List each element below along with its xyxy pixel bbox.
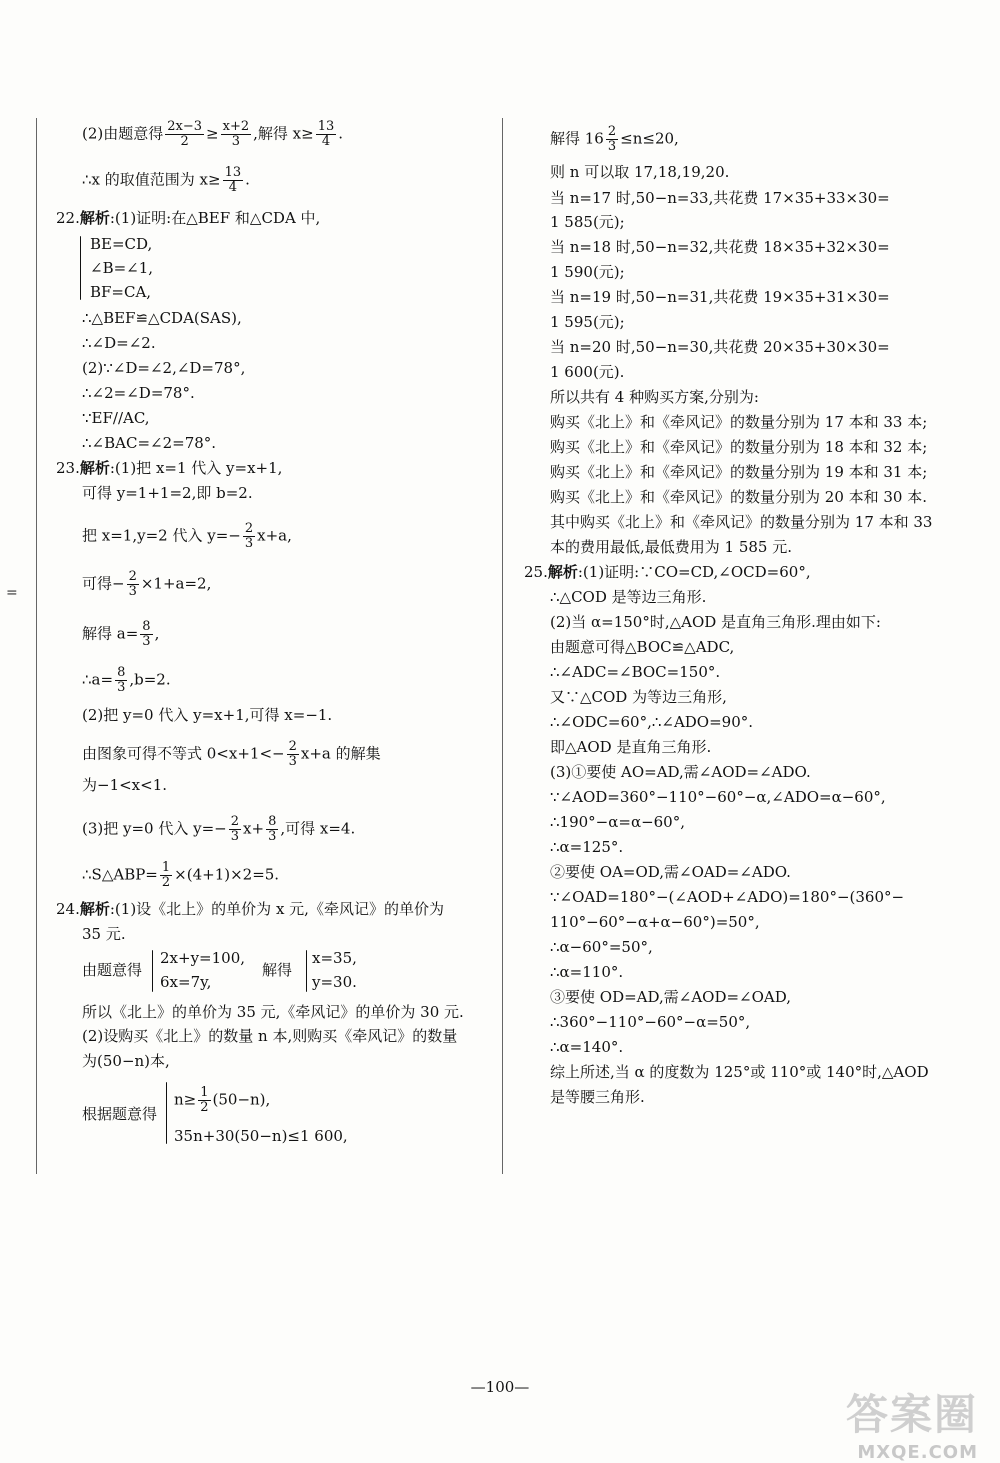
q22-line: ∵EF//AC, xyxy=(82,409,150,427)
q23-line: 可得− $\frac{2}{3}$ ×1+a=2, xyxy=(82,569,212,599)
q25-line: ∴∠ODC=60°,∴∠ADO=90°. xyxy=(550,713,754,731)
q24-line: 解得 xyxy=(262,961,293,979)
q24-heading: 24.解析:(1)设《北上》的单价为 x 元,《牵风记》的单价为 xyxy=(56,900,444,918)
q21-range-line: ∴x 的取值范围为 x≥ $\frac{13}{4}$ . xyxy=(82,165,250,195)
q24-cont-line: 解得 16 $\frac{2}{3}$ ≤n≤20, xyxy=(550,124,679,154)
q25-line: 是等腰三角形. xyxy=(550,1088,645,1106)
q24-cont-line: 当 n=17 时,50−n=33,共花费 17×35+33×30= xyxy=(550,189,890,207)
q24-system-3: x=35, xyxy=(312,949,357,967)
watermark-text: 答案圈 xyxy=(845,1390,978,1439)
q25-heading: 25.解析:(1)证明:∵CO=CD,∠OCD=60°, xyxy=(524,563,811,581)
q24-cont-line: 则 n 可以取 17,18,19,20. xyxy=(550,163,730,181)
watermark-logo xyxy=(846,1382,978,1463)
left-margin-rule xyxy=(36,118,37,1174)
q24-brace-3 xyxy=(166,1082,167,1144)
q24-cont-line: 本的费用最低,最低费用为 1 585 元. xyxy=(550,538,793,556)
q23-line: ∴a= $\frac{8}{3}$ ,b=2. xyxy=(82,665,171,695)
q24-cont-line: 1 585(元); xyxy=(550,213,625,231)
q25-line: ∴α=110°. xyxy=(550,963,624,981)
q22-system-3: BF=CA, xyxy=(90,283,152,301)
q24-system-6: 35n+30(50−n)≤1 600, xyxy=(174,1127,348,1145)
q24-system-2: 6x=7y, xyxy=(160,973,212,991)
q25-line: (3)①要使 AO=AD,需∠AOD=∠ADO. xyxy=(550,763,811,781)
q24-cont-line: 购买《北上》和《牵风记》的数量分别为 19 本和 31 本; xyxy=(550,463,928,481)
q22-line: ∴△BEF≌△CDA(SAS), xyxy=(82,309,242,327)
q22-brace xyxy=(80,236,81,300)
q22-line: ∴∠2=∠D=78°. xyxy=(82,384,195,402)
column-divider xyxy=(502,118,503,1174)
q24-system-5: n≥ $\frac{1}{2}$ (50−n), xyxy=(174,1085,271,1115)
q24-line: 35 元. xyxy=(82,925,126,943)
page-number: —100— xyxy=(470,1378,530,1396)
q25-line: ∵∠AOD=360°−110°−60°−α,∠ADO=α−60°, xyxy=(550,788,886,806)
q25-line: 即△AOD 是直角三角形. xyxy=(550,738,712,756)
q24-brace-2 xyxy=(306,950,307,992)
q23-heading: 23.解析:(1)把 x=1 代入 y=x+1, xyxy=(56,459,283,477)
q25-line: 综上所述,当 α 的度数为 125°或 110°或 140°时,△AOD xyxy=(550,1063,929,1081)
q24-system-1: 2x+y=100, xyxy=(160,949,246,967)
q23-line: 由图象可得不等式 0<x+1<− $\frac{2}{3}$ x+a 的解集 xyxy=(82,739,381,769)
q23-line: 为−1<x<1. xyxy=(82,776,168,794)
q24-cont-line: 购买《北上》和《牵风记》的数量分别为 18 本和 32 本; xyxy=(550,438,928,456)
q21-part2-line: (2)由题意得 $\frac{2x-3}{2}$ ≥ $\frac{x+2}{3}$ ,解得 x≥ $\frac{13}{4}$ . xyxy=(82,119,344,149)
q25-line: 110°−60°−α+α−60°)=50°, xyxy=(550,913,760,931)
q24-cont-line: 1 590(元); xyxy=(550,263,625,281)
q24-cont-line: 当 n=19 时,50−n=31,共花费 19×35+31×30= xyxy=(550,288,890,306)
q24-cont-line: 1 600(元). xyxy=(550,363,625,381)
q24-cont-line: 购买《北上》和《牵风记》的数量分别为 20 本和 30 本. xyxy=(550,488,928,506)
q24-cont-line: 1 595(元); xyxy=(550,313,625,331)
q25-line: ∴190°−α=α−60°, xyxy=(550,813,685,831)
q24-line: 为(50−n)本, xyxy=(82,1052,170,1070)
q24-line: 所以《北上》的单价为 35 元,《牵风记》的单价为 30 元. xyxy=(82,1003,464,1021)
q24-cont-line: 当 n=18 时,50−n=32,共花费 18×35+32×30= xyxy=(550,238,890,256)
q25-line: ∴360°−110°−60°−α=50°, xyxy=(550,1013,751,1031)
q25-line: ∴α=125°. xyxy=(550,838,624,856)
q24-cont-line: 所以共有 4 种购买方案,分别为: xyxy=(550,388,759,406)
q24-brace-1 xyxy=(152,950,153,992)
q24-line: (2)设购买《北上》的数量 n 本,则购买《牵风记》的数量 xyxy=(82,1027,458,1045)
q25-line: ②要使 OA=OD,需∠OAD=∠ADO. xyxy=(550,863,791,881)
q24-line: 由题意得 xyxy=(82,961,143,979)
q25-line: ∴∠ADC=∠BOC=150°. xyxy=(550,663,721,681)
q24-cont-line: 其中购买《北上》和《牵风记》的数量分别为 17 本和 33 xyxy=(550,513,933,531)
q25-line: (2)当 α=150°时,△AOD 是直角三角形.理由如下: xyxy=(550,613,881,631)
q24-line: 根据题意得 xyxy=(82,1105,158,1123)
q22-system-2: ∠B=∠1, xyxy=(90,259,154,277)
margin-mark: = xyxy=(6,585,18,601)
q23-line: ∴S△ABP= $\frac{1}{2}$ ×(4+1)×2=5. xyxy=(82,860,280,890)
q25-line: ∴α−60°=50°, xyxy=(550,938,653,956)
q23-line: 把 x=1,y=2 代入 y=− $\frac{2}{3}$ x+a, xyxy=(82,521,292,551)
q23-line: (2)把 y=0 代入 y=x+1,可得 x=−1. xyxy=(82,706,333,724)
q23-line: 解得 a= $\frac{8}{3}$ , xyxy=(82,619,160,649)
q25-line: 由题意可得△BOC≌△ADC, xyxy=(550,638,735,656)
q22-system-1: BE=CD, xyxy=(90,235,153,253)
q24-cont-line: 当 n=20 时,50−n=30,共花费 20×35+30×30= xyxy=(550,338,890,356)
q25-line: ∵∠OAD=180°−(∠AOD+∠ADO)=180°−(360°− xyxy=(550,888,905,906)
q22-line: ∴∠BAC=∠2=78°. xyxy=(82,434,217,452)
q23-line: 可得 y=1+1=2,即 b=2. xyxy=(82,484,253,502)
q25-line: 又∵△COD 为等边三角形, xyxy=(550,688,727,706)
q22-line: ∴∠D=∠2. xyxy=(82,334,156,352)
q25-line: ∴△COD 是等边三角形. xyxy=(550,588,707,606)
watermark-url: MXQE.COM xyxy=(857,1442,978,1463)
q25-line: ∴α=140°. xyxy=(550,1038,624,1056)
q24-cont-line: 购买《北上》和《牵风记》的数量分别为 17 本和 33 本; xyxy=(550,413,928,431)
q22-heading: 22.解析:(1)证明:在△BEF 和△CDA 中, xyxy=(56,209,321,227)
q23-line: (3)把 y=0 代入 y=− $\frac{2}{3}$ x+ $\frac{8}{3}$ ,可得 x=4. xyxy=(82,814,356,844)
q22-line: (2)∵∠D=∠2,∠D=78°, xyxy=(82,359,246,377)
q24-system-4: y=30. xyxy=(312,973,357,991)
q25-line: ③要使 OD=AD,需∠AOD=∠OAD, xyxy=(550,988,792,1006)
